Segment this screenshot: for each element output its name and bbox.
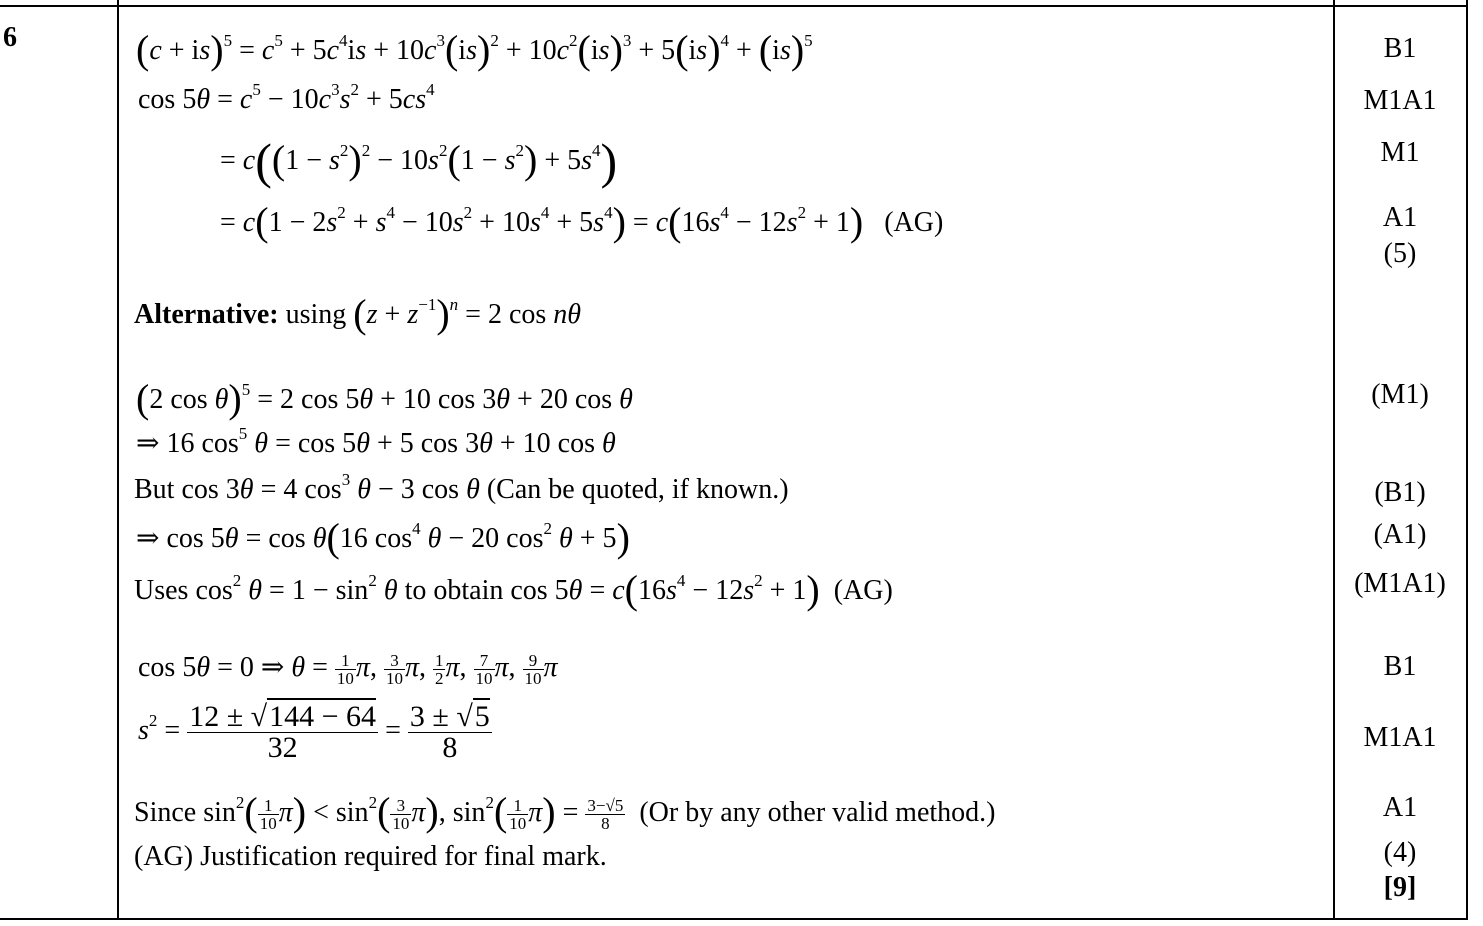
mark-a1-final: A1 [1382,792,1418,823]
mark-subtotal-5: (5) [1383,238,1417,269]
ag-note-2: (AG) [833,575,893,606]
uses-identity-line: Uses $\cos^2 \theta = 1 - \sin^2 \theta$ to obtain $\cos 5\theta = c(16s^4 - 12s^2 + 1)$ (AG) [134,567,893,612]
bottom-border [0,918,1468,920]
right-border [1466,0,1468,920]
mark-alt-m1: (M1) [1371,379,1429,410]
simplified-line: = $c(1 - 2s^2 + s^4 - 10s^2 + 10s^4 + 5s^4) = c(16s^4 - 12s^2 + 1)$ (AG) [220,199,944,244]
justification-note: (AG) Justification required for final mark. [134,841,607,872]
alternative-text: using [285,299,347,330]
mark-m1: M1 [1380,137,1420,168]
substitution-line: = $c((1 - s^2)^2 - 10s^2(1 - s^2) + 5s^4)$ [220,133,618,189]
alt-implication: ⇒ 16 $\cos^5 \theta = \cos 5\theta + 5$ cos 3θ + 10 cos θ [136,424,616,459]
mark-subtotal-4: (4) [1383,837,1417,868]
column-divider-right [1333,0,1335,920]
alt-expansion: (2 cos θ)$^5$ = 2 cos 5θ + 10 cos 3θ + 20 cos θ [136,376,633,421]
alt-result: ⇒ cos 5θ = cos θ(16 $\cos^4 \theta - 20$ $\cos^2 \theta + 5$) [136,515,630,560]
mark-alt-m1a1: (M1A1) [1354,568,1446,599]
quoted-note: (Can be quoted, if known.) [486,474,789,505]
alternative-heading: Alternative: using $(z + z^{-1})^n = 2$ cos nθ [134,291,582,336]
triple-angle-line: But cos 3θ = 4 $\cos^3 \theta - 3$ cos θ (Can be quoted, if known.) [134,470,789,505]
mark-b1-roots: B1 [1383,651,1417,682]
ag-note: (AG) [884,207,944,238]
quadratic-solution: $s^2$ = $\frac{12 \pm √144 - 64}{32}$ = $\frac{3 \pm √5}{8}$ [138,700,490,764]
but-text: But [134,474,175,505]
binomial-expansion: $(c + is)^5 = c^5 + 5c^4is + 10c^3(is)^2 + 10c^2(is)^3 + 5(is)^4 + (is)^5$ [136,27,813,72]
uses-text: Uses [134,575,189,606]
mark-alt-b1: (B1) [1374,477,1426,508]
mark-total: [9] [1383,872,1417,903]
top-border [0,5,1468,7]
alternative-label: Alternative: [134,299,279,330]
other-method-note: (Or by any other valid method.) [639,797,996,828]
question-number: 6 [3,22,17,53]
to-obtain-text: to obtain [404,575,504,606]
mark-alt-a1: (A1) [1373,519,1427,550]
mark-a1: A1 [1382,202,1418,233]
cos5theta-real-part: $\cos 5\theta = c^5 - 10c^3s^2 + 5cs^4$ [138,80,435,115]
since-text: Since [134,797,197,828]
roots-line: cos 5θ = 0 ⇒ θ = $\frac{1}{10}$ π, $\frac{3}{10}$ π, $\frac{1}{2}$ π, $\frac{7}{10}$ π, $\frac{9}{10}$ π [138,651,558,688]
mark-m1a1: M1A1 [1363,85,1437,116]
mark-b1: B1 [1383,33,1417,64]
mark-m1a1-quadratic: M1A1 [1363,722,1437,753]
column-divider-left [117,0,119,920]
since-line: Since $\sin^2$( $\frac{1}{10}$ $\pi) < \sin^2$( $\frac{3}{10}$ π), $\sin^2$( $\frac{1}{10}$ π) = $\frac{3-√5}{8}$ (Or by any other valid method.) [134,789,996,834]
